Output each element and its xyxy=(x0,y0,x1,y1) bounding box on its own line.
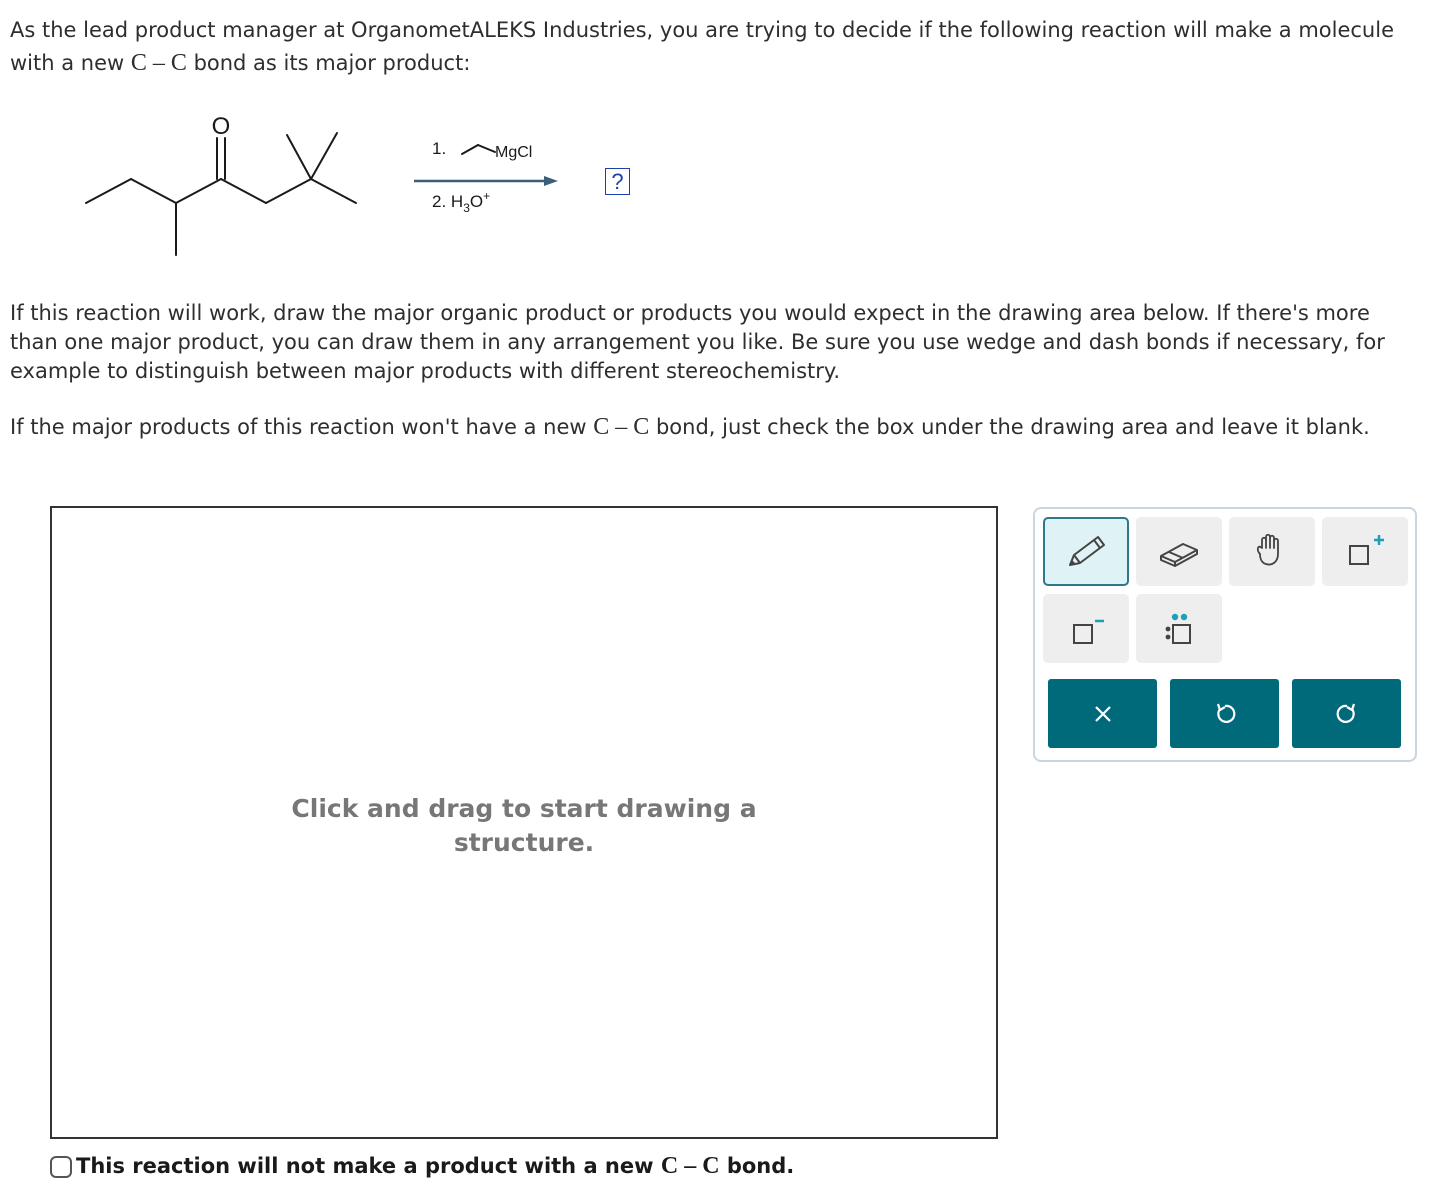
hand-icon xyxy=(1250,532,1294,572)
drawing-canvas[interactable] xyxy=(50,506,998,1139)
lone-pair-button[interactable] xyxy=(1136,594,1222,663)
product-placeholder[interactable]: ? xyxy=(605,168,630,195)
bond xyxy=(176,179,221,203)
add-negative-charge-button[interactable] xyxy=(1043,594,1129,663)
eraser-icon xyxy=(1155,534,1203,570)
eraser-tool-button[interactable] xyxy=(1136,517,1222,586)
bond xyxy=(86,179,131,203)
step1-reagent: MgCl xyxy=(495,144,533,161)
bond xyxy=(221,179,266,203)
bond xyxy=(266,179,311,203)
canvas-hint: Click and drag to start drawing a structure. xyxy=(291,794,757,857)
reaction-scheme xyxy=(0,100,700,270)
no-new-bond-label[interactable]: This reaction will not make a product with a new C – C bond. xyxy=(76,1153,795,1179)
no-new-bond-checkbox[interactable] xyxy=(50,1156,72,1178)
redo-icon xyxy=(1334,701,1360,727)
charge-minus-icon xyxy=(1062,609,1110,649)
add-positive-charge-button[interactable] xyxy=(1322,517,1408,586)
hand-tool-button[interactable] xyxy=(1229,517,1315,586)
pencil-icon xyxy=(1062,531,1110,573)
clear-icon xyxy=(1091,702,1115,726)
pencil-tool-button[interactable] xyxy=(1043,517,1129,586)
bond xyxy=(287,135,311,179)
reagent-bond xyxy=(462,145,478,154)
step2-reagent: 2. $H_3O^+$ xyxy=(432,189,491,215)
step1-number: 1. xyxy=(432,139,447,158)
question-intro: As the lead product manager at OrganometALEKS Industries, you are trying to decide if the following reaction will make a molecule with a new C – C bond as its major product: xyxy=(10,18,1394,76)
drawing-toolbar xyxy=(1033,507,1417,762)
clear-button[interactable] xyxy=(1048,679,1157,748)
undo-icon xyxy=(1212,701,1238,727)
reagent-bond xyxy=(478,145,495,152)
alternative-instructions: If the major products of this reaction won't have a new C – C bond, just check the box under the drawing area and leave it blank. xyxy=(10,414,1370,440)
redo-button[interactable] xyxy=(1292,679,1401,748)
oxygen-atom: O xyxy=(211,113,231,140)
charge-plus-icon xyxy=(1341,532,1389,572)
bond xyxy=(311,179,356,203)
instructions: If this reaction will work, draw the major organic product or products you would expect in the drawing area below. If there's more than one major product, you can draw them in any arrangement you like. Be sure you use wedge and dash bonds if necessary, for example to distinguish between major products with different stereochemistry. xyxy=(10,301,1385,383)
undo-button[interactable] xyxy=(1170,679,1279,748)
bond xyxy=(131,179,176,203)
no-new-bond-option[interactable] xyxy=(50,1153,794,1180)
arrow-head xyxy=(544,176,558,186)
lone-pair-icon xyxy=(1155,607,1203,651)
bond xyxy=(311,133,337,179)
